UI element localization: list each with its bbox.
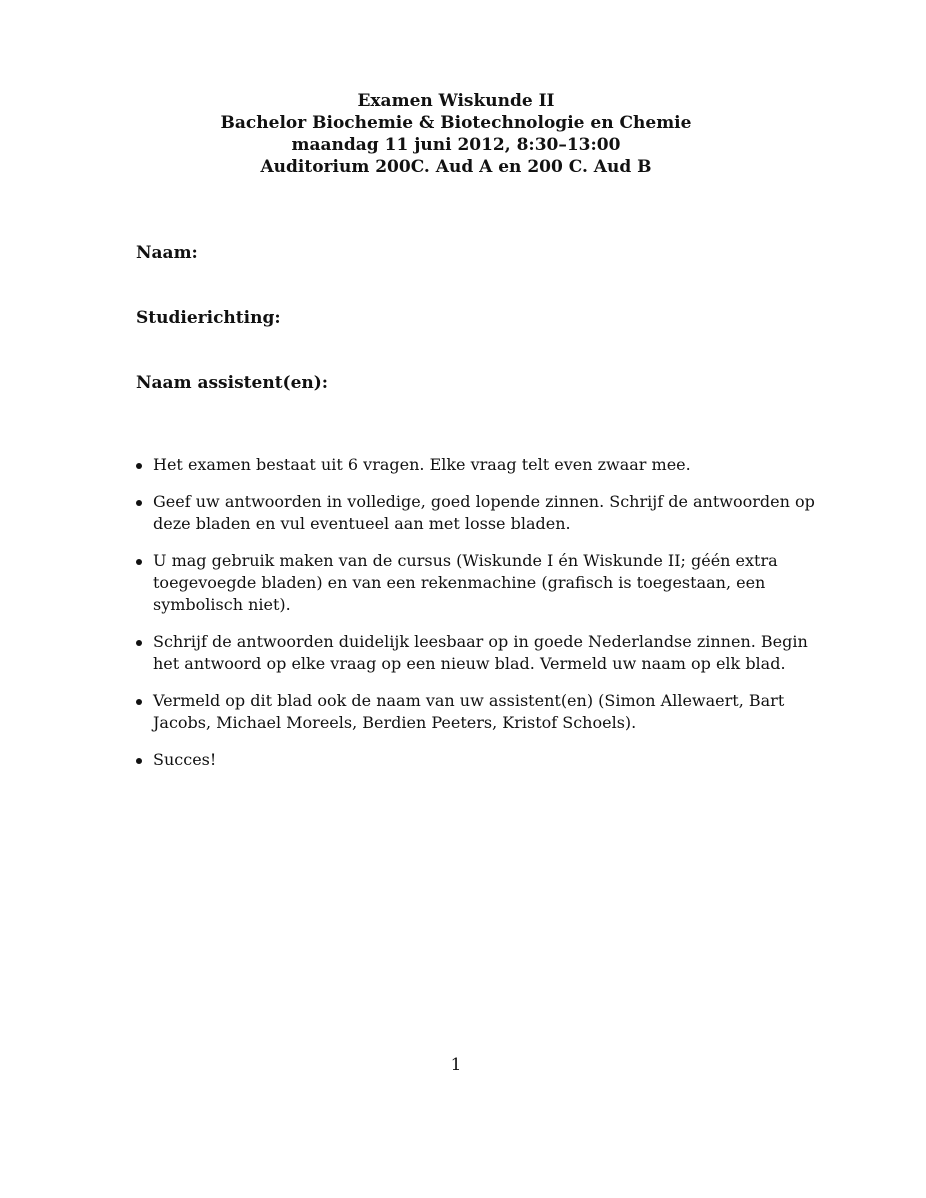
instruction-text: Geef uw antwoorden in volledige, goed lopende zinnen. Schrijf de antwoorden op deze bladen en vul eventueel aan met losse bladen.	[153, 492, 815, 533]
instruction-text: Vermeld op dit blad ook de naam van uw assistent(en) (Simon Allewaert, Bart Jacobs, Michael Moreels, Berdien Peeters, Kristof Schoels).	[153, 691, 785, 732]
bullet-icon	[136, 559, 142, 565]
bullet-icon	[136, 463, 142, 469]
list-item	[134, 690, 834, 734]
list-item	[134, 454, 834, 476]
list-item	[134, 491, 834, 535]
instruction-text: Het examen bestaat uit 6 vragen. Elke vraag telt even zwaar mee.	[153, 455, 691, 474]
study-program-label: Studierichting:	[136, 308, 281, 328]
instruction-text: Schrijf de antwoorden duidelijk leesbaar op in goede Nederlandse zinnen. Begin het antwoord op elke vraag op een nieuw blad. Vermeld uw naam op elk blad.	[153, 632, 808, 673]
list-item	[134, 550, 834, 616]
bullet-icon	[136, 640, 142, 646]
list-item	[134, 749, 834, 771]
bullet-icon	[136, 500, 142, 506]
exam-location: Auditorium 200C. Aud A en 200 C. Aud B	[260, 157, 652, 177]
instruction-text: Succes!	[153, 750, 217, 769]
exam-header	[0, 90, 912, 178]
exam-program: Bachelor Biochemie & Biotechnologie en Chemie	[220, 113, 692, 133]
page-number: 1	[450, 1055, 462, 1075]
instruction-text: U mag gebruik maken van de cursus (Wiskunde I én Wiskunde II; géén extra toegevoegde bladen) en van een rekenmachine (grafisch is toegestaan, een symbolisch niet).	[153, 551, 778, 614]
exam-date: maandag 11 juni 2012, 8:30–13:00	[291, 135, 621, 155]
bullet-icon	[136, 758, 142, 764]
name-label: Naam:	[136, 243, 198, 263]
list-item	[134, 631, 834, 675]
bullet-icon	[136, 699, 142, 705]
instructions-list	[134, 454, 834, 786]
exam-title: Examen Wiskunde II	[357, 91, 555, 111]
assistant-name-label: Naam assistent(en):	[136, 373, 329, 393]
